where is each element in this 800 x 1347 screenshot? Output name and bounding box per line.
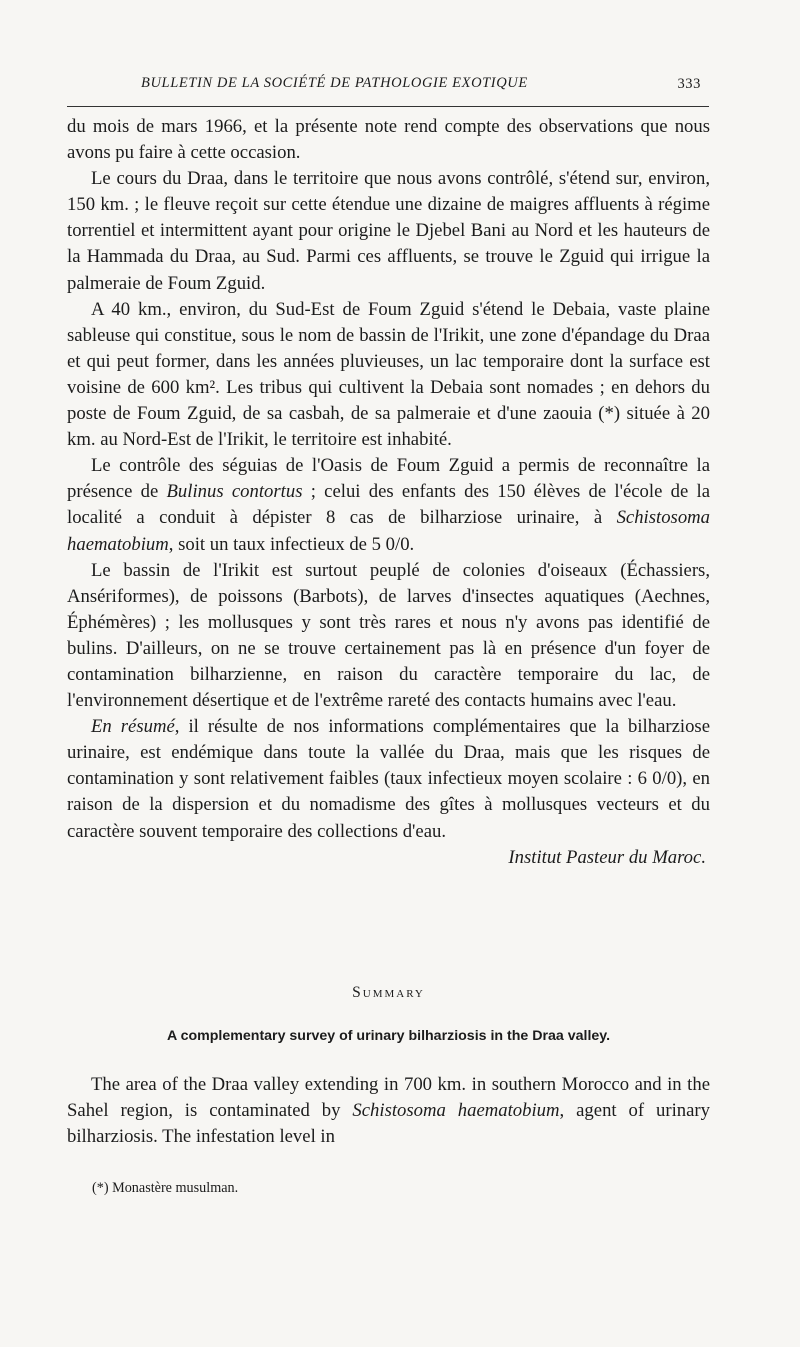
paragraph-6-text: , il résulte de nos informations complémentaires que la bilharziose urinaire, est endémique dans toute la vallée du Draa, mais que les risques de contamination y sont relativement faibles (taux infectieux moyen scolaire : 6 0/0), en raison de la dispersion et du nomadisme des gîtes à mollusques vecteurs et du caractère souvent temporaire des collections d'eau. [67,716,711,842]
header-rule [67,106,709,107]
summary-text-a: The area of the Draa valley extending in 700 km. in southern Morocco and in the Sahel region, is contaminated by [67,1074,710,1122]
paragraph-2: Le cours du Draa, dans le territoire que nous avons contrôlé, s'étend sur, environ, 150 km. ; le fleuve reçoit sur cette étendue une dizaine de maigres affluents à régime torrentiel et intermittent ayant pour origine le Djebel Bani au Nord et les hauteurs de la Hammada du Draa, au Sud. Parmi ces affluents, se trouve le Zguid qui irrigue la palmeraie de Foum Zguid. [67,168,710,294]
paragraph-4-text-e: , soit un taux infectieux de 5 0/0. [168,533,415,555]
paragraph-5: Le bassin de l'Irikit est surtout peuplé de colonies d'oiseaux (Échassiers, Ansériformes), de poissons (Barbots), de larves d'insectes aquatiques (Aechnes, Éphémères) ; les mollusques y sont très rares et nous n'y avons pas identifié de bulins. D'ailleurs, on ne se trouve certainement pas là en présence d'un foyer de contamination bilharzienne, en raison du caractère temporaire du lac, de l'environnement désertique et de l'extrême rareté des contacts humains avec l'eau. [67,559,710,712]
species-schistosoma: Schistosoma haematobium [67,507,710,555]
paragraph-3: A 40 km., environ, du Sud-Est de Foum Zguid s'étend le Debaia, vaste plaine sableuse qui constitue, sous le nom de bassin de l'Irikit, une zone d'épandage du Draa et qui peut former, dans les années pluvieuses, un lac temporaire dont la surface est voisine de 600 km². Les tribus qui cultivent la Debaia sont nomades ; en dehors du poste de Foum Zguid, de sa casbah, de sa palmeraie et d'une zaouia (*) située à 20 km. au Nord-Est de l'Irikit, le territoire est inhabité. [67,298,710,451]
paragraph-6 [67,714,710,844]
paragraph-4 [67,453,710,557]
species-bulinus: Bulinus contortus [166,481,303,503]
en-resume: En résumé [91,716,175,738]
paragraph-4-text-c: ; celui des enfants des 150 élèves de l'école de la localité a conduit à dépister 8 cas de bilharziose urinaire, à [67,481,711,529]
footnote: (*) Monastère musulman. [92,1180,239,1196]
paragraph-1: du mois de mars 1966, et la présente note rend compte des observations que nous avons pu faire à cette occasion. [67,116,710,164]
journal-title: BULLETIN DE LA SOCIÉTÉ DE PATHOLOGIE EXOTIQUE [141,75,528,91]
page-number: 333 [677,76,701,92]
summary-text-c: , agent of urinary bilharziosis. The infestation level in [67,1100,711,1148]
summary-subtitle: A complementary survey of urinary bilharziosis in the Draa valley. [166,1028,611,1044]
article-body [67,114,710,871]
running-header [137,72,707,96]
signature: Institut Pasteur du Maroc. [508,846,706,868]
summary-body [67,1072,710,1150]
summary-heading: Summary [352,984,425,1001]
summary-paragraph [67,1072,710,1150]
summary-species: Schistosoma haematobium [352,1100,560,1122]
paragraph-4-text-a: Le contrôle des séguias de l'Oasis de Foum Zguid a permis de reconnaître la présence de [67,455,710,503]
